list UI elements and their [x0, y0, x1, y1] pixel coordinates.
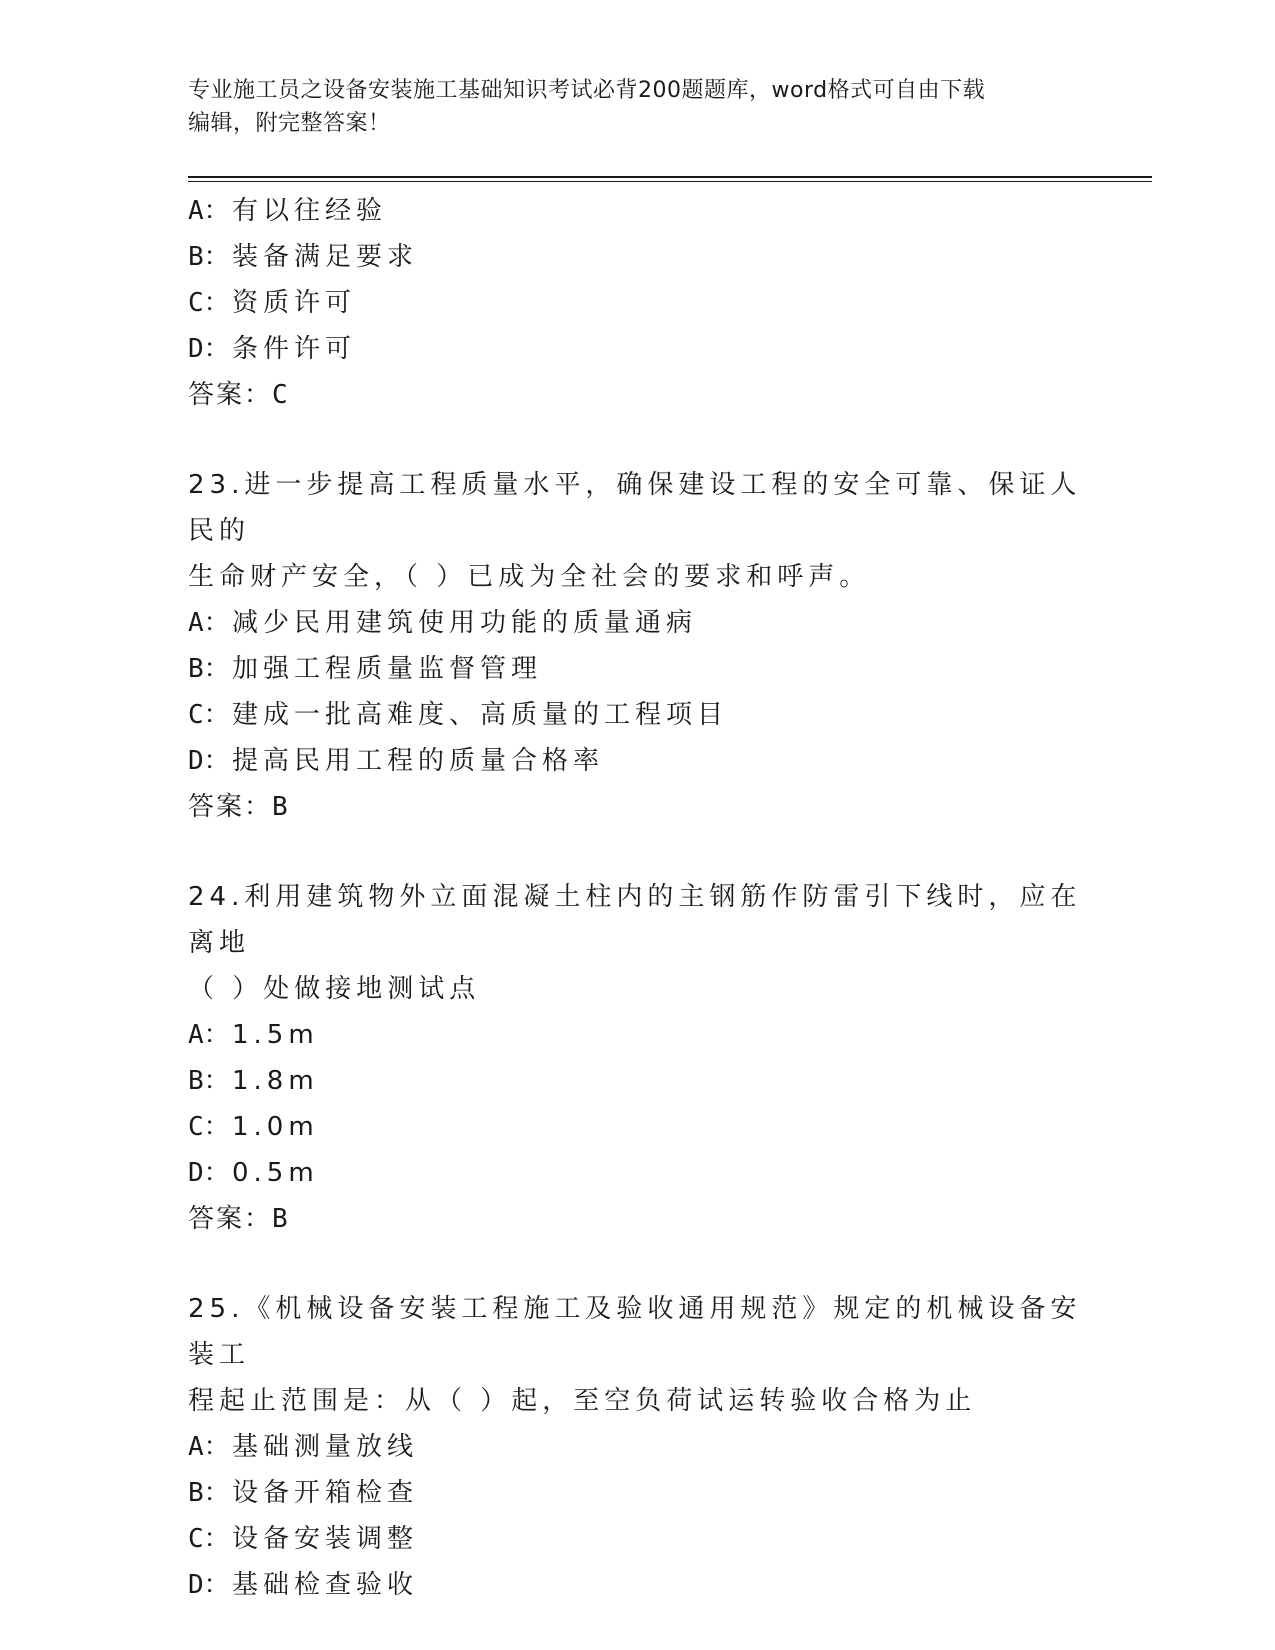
answer-label: 答案：: [188, 1204, 273, 1234]
option-c: [188, 1104, 1108, 1150]
option-key: B：: [188, 1066, 230, 1096]
option-key: B：: [188, 1478, 230, 1508]
answer-line: [188, 784, 1108, 830]
header-title-line-2: 编辑，附完整答案！: [188, 111, 391, 136]
question-22: [188, 188, 1108, 418]
option-text: 提高民用工程的质量合格率: [232, 746, 605, 776]
option-c: [188, 280, 1108, 326]
option-text: 0.5m: [232, 1158, 319, 1188]
option-key: B：: [188, 242, 230, 272]
question-text: [188, 1286, 1088, 1424]
option-b: [188, 646, 1108, 692]
header-divider-thin: [188, 181, 1152, 182]
question-25: [188, 1286, 1108, 1608]
option-key: D：: [188, 1158, 230, 1188]
option-key: A：: [188, 196, 230, 226]
option-text: 1.5m: [232, 1020, 319, 1050]
question-24: [188, 874, 1108, 1242]
option-key: D：: [188, 746, 230, 776]
option-text: 条件许可: [232, 334, 357, 364]
answer-line: [188, 372, 1108, 418]
option-key: C：: [188, 1524, 230, 1554]
option-b: [188, 234, 1108, 280]
option-key: C：: [188, 288, 230, 318]
option-text: 装备满足要求: [232, 242, 419, 272]
option-text: 设备安装调整: [232, 1524, 419, 1554]
option-a: [188, 1012, 1108, 1058]
answer-value: B: [272, 1204, 290, 1234]
question-23: [188, 462, 1108, 830]
option-d: [188, 738, 1108, 784]
option-d: [188, 1562, 1108, 1608]
question-text-line-2: 生命财产安全，（ ）已成为全社会的要求和呼声。: [188, 562, 871, 592]
option-text: 有以往经验: [232, 196, 388, 226]
option-d: [188, 326, 1108, 372]
question-text-line-1: 24.利用建筑物外立面混凝土柱内的主钢筋作防雷引下线时，应在离地: [188, 882, 1082, 958]
option-key: C：: [188, 1112, 230, 1142]
option-d: [188, 1150, 1108, 1196]
spacer: [188, 418, 1108, 462]
option-key: A：: [188, 1432, 230, 1462]
option-a: [188, 188, 1108, 234]
question-list: [188, 188, 1108, 1608]
option-a: [188, 600, 1108, 646]
question-text: [188, 874, 1088, 1012]
document-header: [188, 74, 1088, 140]
option-c: [188, 1516, 1108, 1562]
option-text: 建成一批高难度、高质量的工程项目: [232, 700, 729, 730]
option-text: 资质许可: [232, 288, 357, 318]
option-key: D：: [188, 1570, 230, 1600]
option-key: A：: [188, 608, 230, 638]
option-text: 基础检查验收: [232, 1570, 419, 1600]
answer-value: C: [272, 380, 290, 410]
option-b: [188, 1058, 1108, 1104]
question-text-line-2: 程起止范围是：从（ ）起，至空负荷试运转验收合格为止: [188, 1386, 977, 1416]
option-a: [188, 1424, 1108, 1470]
answer-label: 答案：: [188, 792, 273, 822]
option-key: D：: [188, 334, 230, 364]
option-text: 加强工程质量监督管理: [232, 654, 543, 684]
question-text-line-1: 23.进一步提高工程质量水平，确保建设工程的安全可靠、保证人民的: [188, 470, 1082, 546]
option-key: A：: [188, 1020, 230, 1050]
option-text: 1.0m: [232, 1112, 319, 1142]
option-b: [188, 1470, 1108, 1516]
option-c: [188, 692, 1108, 738]
header-divider-thick: [188, 176, 1152, 178]
spacer: [188, 1242, 1108, 1286]
answer-line: [188, 1196, 1108, 1242]
question-text: [188, 462, 1088, 600]
option-key: C：: [188, 700, 230, 730]
option-key: B：: [188, 654, 230, 684]
answer-value: B: [272, 792, 290, 822]
option-text: 1.8m: [232, 1066, 319, 1096]
option-text: 减少民用建筑使用功能的质量通病: [232, 608, 698, 638]
spacer: [188, 830, 1108, 874]
question-text-line-1: 25.《机械设备安装工程施工及验收通用规范》规定的机械设备安装工: [188, 1294, 1082, 1370]
option-text: 基础测量放线: [232, 1432, 419, 1462]
header-title-line-1: 专业施工员之设备安装施工基础知识考试必背200题题库，word格式可自由下载: [188, 78, 986, 103]
answer-label: 答案：: [188, 380, 273, 410]
question-text-line-2: （ ）处做接地测试点: [188, 974, 481, 1004]
option-text: 设备开箱检查: [232, 1478, 419, 1508]
